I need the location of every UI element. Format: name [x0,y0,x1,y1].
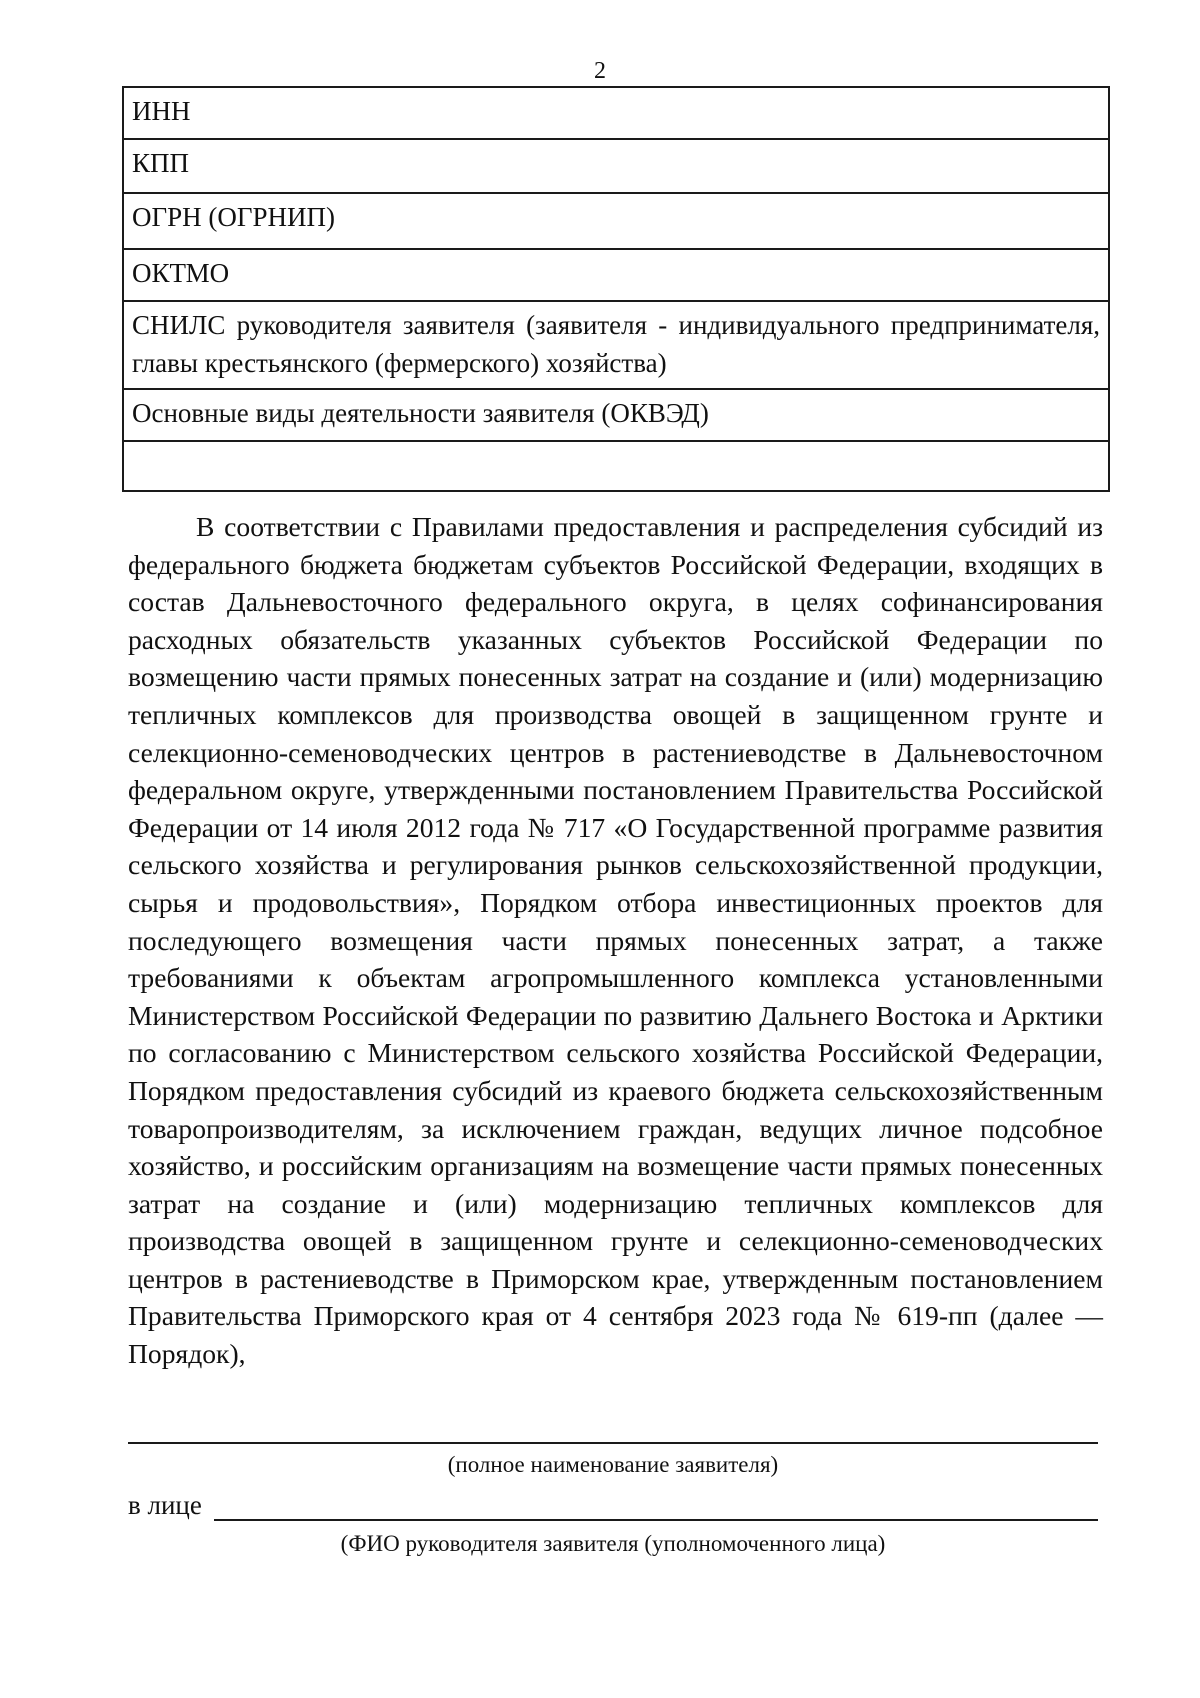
in-person-label: в лице [128,1490,202,1520]
applicant-name-caption: (полное наименование заявителя) [447,1452,779,1477]
applicant-info-table [122,86,1110,492]
table-row-oktmo: ОКТМО [123,249,1109,301]
table-row-inn: ИНН [123,87,1109,139]
applicant-name-line [128,1440,1098,1444]
table-row-kpp: КПП [123,139,1109,193]
table-row-snils: СНИЛС руководителя заявителя (заявителя - индивидуального предпринимателя, главы крестьянского (фермерского) хозяйства) [123,301,1109,389]
representative-name-line [214,1519,1098,1521]
representative-caption: (ФИО руководителя заявителя (уполномоченного лица) [340,1531,886,1556]
page-number: 2 [594,58,606,84]
table-row-empty [123,441,1109,491]
table-row-ogrn: ОГРН (ОГРНИП) [123,193,1109,249]
table-row-okved: Основные виды деятельности заявителя (ОКВЭД) [123,389,1109,441]
body-paragraph: В соответствии с Правилами предоставления и распределения субсидий из федерального бюджета бюджетам субъектов Российской Федерации, входящих в состав Дальневосточного федерального округа, в целях софинансирования расходных обязательств указанных субъектов Российской Федерации по возмещению части прямых понесенных затрат на создание и (или) модернизацию тепличных комплексов для производства овощей в защищенном грунте и селекционно-семеноводческих центров в растениеводстве в Дальневосточном федеральном округе, утвержденными постановлением Правительства Российской Федерации от 14 июля 2012 года № 717 «О Государственной программе развития сельского хозяйства и регулирования рынков сельскохозяйственной продукции, сырья и продовольствия», Порядком отбора инвестиционных проектов для последующего возмещения части прямых понесенных затрат, а также требованиями к объектам агропромышленного комплекса установленными Министерством Российской Федерации по развитию Дальнего Востока и Арктики по согласованию с Министерством сельского хозяйства Российской Федерации, Порядком предоставления субсидий из краевого бюджета сельскохозяйственным товаропроизводителям, за исключением граждан, ведущих личное подсобное хозяйство, и российским организациям на возмещение части прямых понесенных затрат на создание и (или) модернизацию тепличных комплексов для производства овощей в защищенном грунте и селекционно-семеноводческих центров в растениеводстве в Приморском крае, утвержденным постановлением Правительства Приморского края от 4 сентября 2023 года № 619-пп (далее — Порядок), [128,511,1103,1370]
representative-row [128,1487,1098,1523]
